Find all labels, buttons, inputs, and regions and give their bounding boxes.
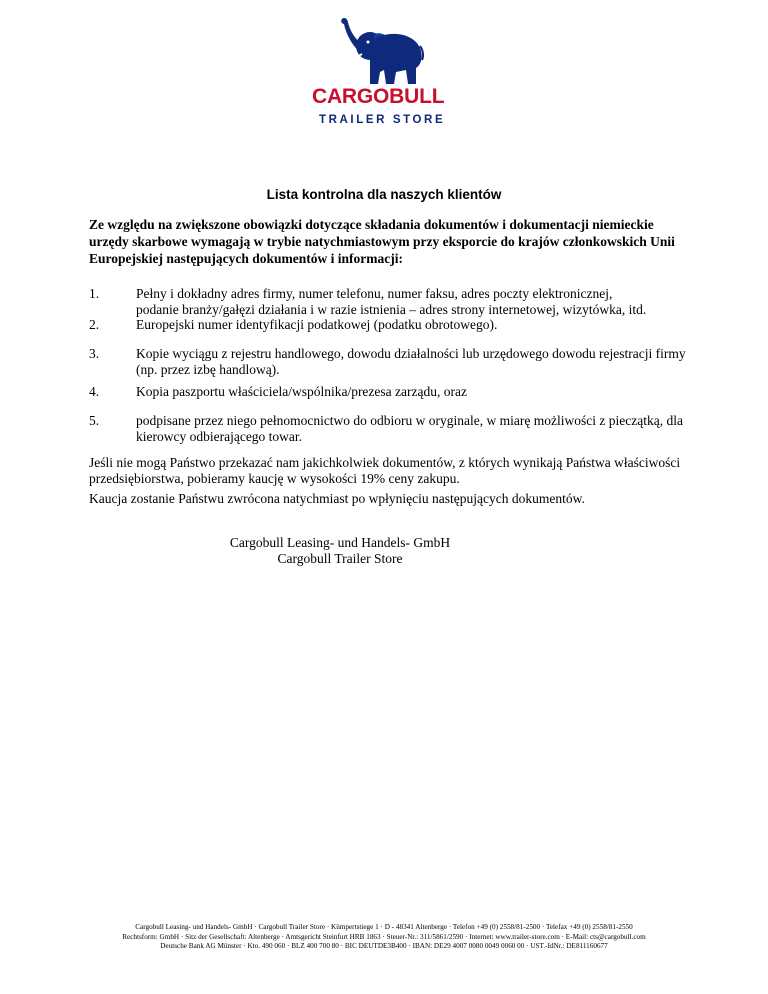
- signature-company: Cargobull Leasing- und Handels- GmbH: [229, 535, 451, 550]
- list-item: [89, 413, 689, 445]
- list-text-line: Kopie wyciągu z rejestru handlowego, dowodu działalności lub urzędowego dowodu rejestracji firmy: [136, 346, 686, 361]
- list-item: [89, 384, 689, 400]
- paragraph-line: przedsiębiorstwa, pobieramy kaucję w wysokości 19% ceny zakupu.: [89, 471, 460, 486]
- list-number: 5.: [89, 413, 100, 428]
- paragraph-line: Jeśli nie mogą Państwo przekazać nam jakichkolwiek dokumentów, z których wynikają Państwa właściwości: [89, 455, 681, 470]
- company-logo: [300, 16, 470, 126]
- page-footer: [0, 923, 768, 952]
- list-text-line: kierowcy odbierającego towar.: [136, 429, 303, 444]
- list-text-line: podanie branży/gałęzi działania i w razie istnienia – adres strony internetowej, wizytówka, itd.: [136, 302, 647, 317]
- document-title: Lista kontrolna dla naszych klientów: [266, 187, 502, 202]
- brand-subtitle: TRAILER STORE: [319, 114, 446, 126]
- footer-line: Cargobull Leasing- und Handels- GmbH · Cargobull Trailer Store · Kümpertstiege 1 · D - 48341 Altenberge · Telefon +49 (0) 2558/81-2500 · Telefax +49 (0) 2558/81-2550: [135, 923, 633, 931]
- list-text-line: Europejski numer identyfikacji podatkowej (podatku obrotowego).: [136, 317, 498, 332]
- footer-line: Deutsche Bank AG Münster · Kto. 490 060 · BLZ 400 700 80 · BIC DEUTDE3B400 · IBAN: DE29 4007 0080 0049 0060 00 · UST.-IdNr.: DE811160677: [160, 942, 608, 950]
- list-item: [89, 346, 689, 378]
- list-item: [89, 317, 689, 333]
- list-text-line: Kopia paszportu właściciela/wspólnika/prezesa zarządu, oraz: [136, 384, 467, 399]
- list-text-line: podpisane przez niego pełnomocnictwo do odbioru w oryginale, w miarę możliwości z pieczątką, dla: [136, 413, 683, 428]
- brand-name: CARGOBULL: [312, 85, 445, 108]
- elephant-icon: [336, 16, 424, 88]
- intro-paragraph: Ze względu na zwiększone obowiązki dotyczące składania dokumentów i dokumentacji niemieckie urzędy skarbowe wymagają w trybie natychmiastowym przy eksporcie do krajów członkowskich Unii Europejskiej następujących dokumentów i informacji:: [89, 217, 675, 266]
- list-text-line: (np. przez izbę handlową).: [136, 362, 280, 377]
- footer-line: Rechtsform: GmbH · Sitz der Gesellschaft: Altenberge · Amtsgericht Steinfurt HRB 1863 · Steuer-Nr.: 311/5861/2590 · Internet: www.trailer-store.com · E-Mail: cts@cargobull.com: [122, 932, 646, 941]
- list-item: [89, 286, 689, 318]
- list-number: 4.: [89, 384, 100, 399]
- refund-paragraph: Kaucja zostanie Państwu zwrócona natychmiast po wpłynięciu następujących dokumentów.: [89, 491, 585, 506]
- list-number: 2.: [89, 317, 100, 332]
- list-number: 1.: [89, 286, 100, 301]
- signature-block: [190, 535, 490, 567]
- list-text-line: Pełny i dokładny adres firmy, numer telefonu, numer faksu, adres poczty elektronicznej,: [136, 286, 613, 301]
- list-number: 3.: [89, 346, 100, 361]
- signature-store: Cargobull Trailer Store: [277, 551, 403, 566]
- deposit-paragraph: [89, 455, 689, 487]
